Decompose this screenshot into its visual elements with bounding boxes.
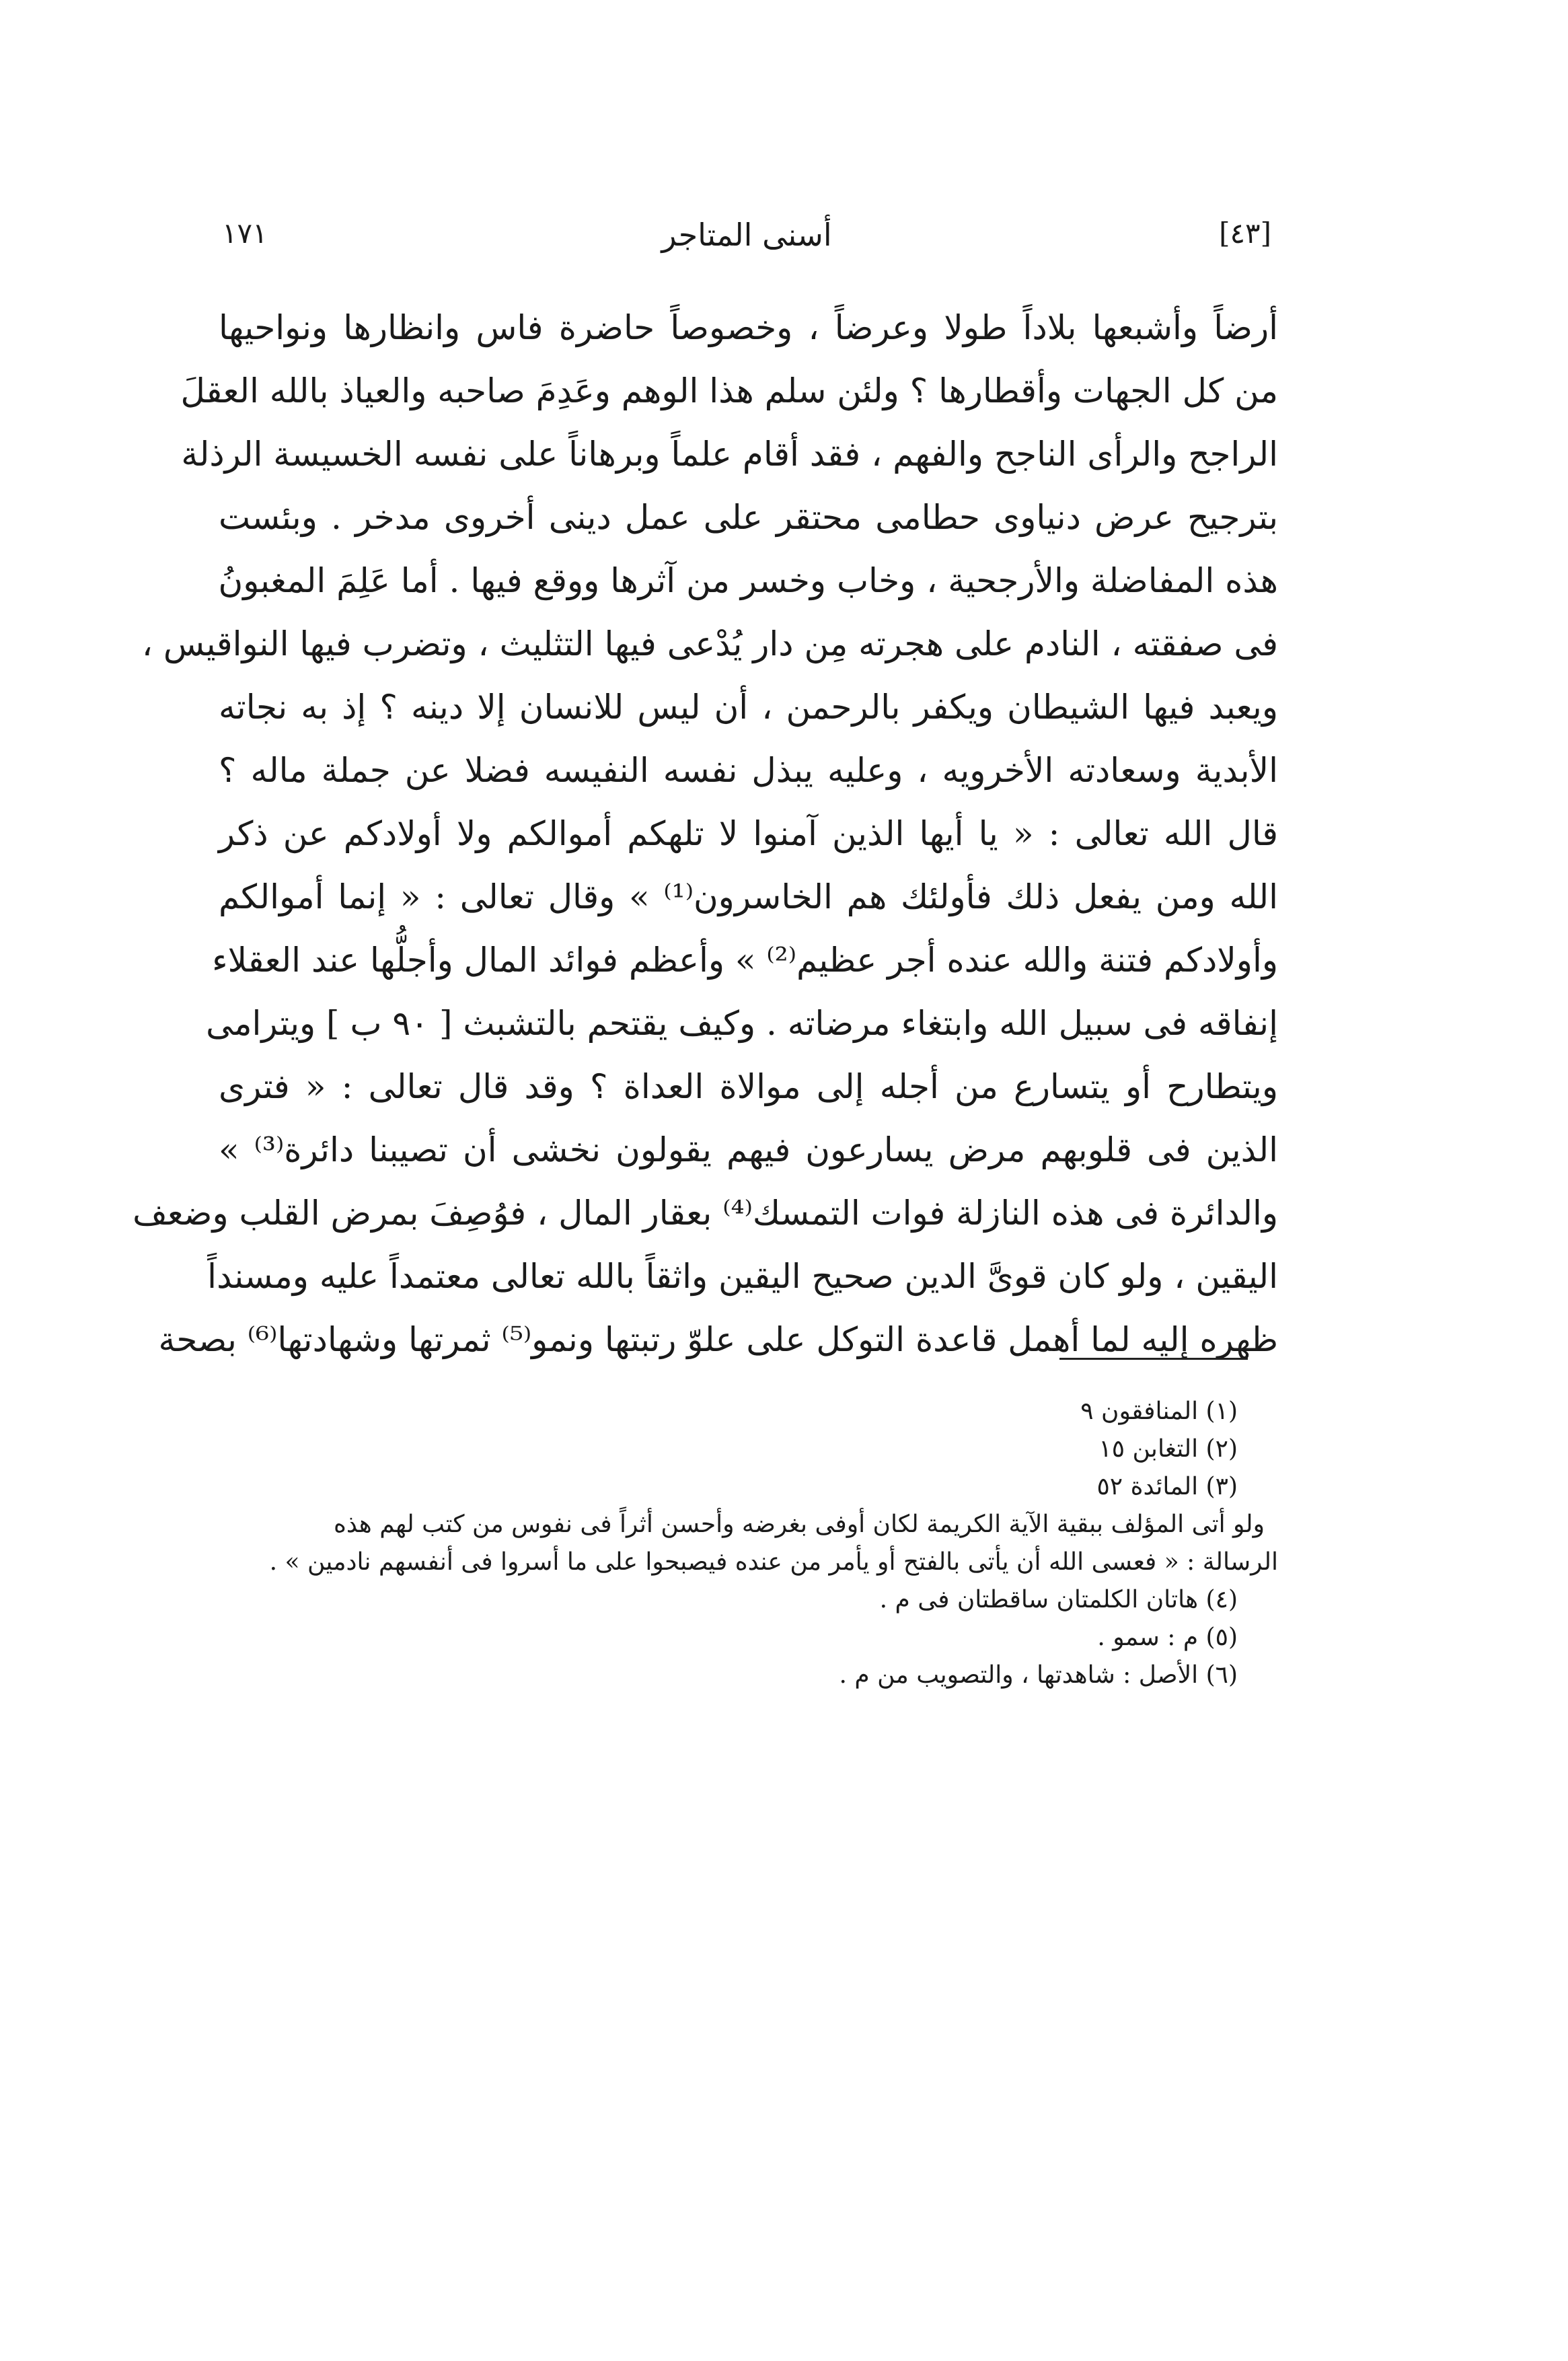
text-line: إنفاقه فى سبيل الله وابتغاء مرضاته . وكيف يقتحم بالتشبث [ ٩٠ ب ] ويترامى <box>206 1004 1278 1043</box>
footnote-4: (٤) هاتان الكلمتان ساقطتان فى م . <box>879 1586 1238 1613</box>
text-line: ويعبد فيها الشيطان ويكفر بالرحمن ، أن ليس للانسان إلا دينه ؟ إذ به نجاته <box>219 688 1278 727</box>
header-title: أسنى المتاجر <box>661 217 832 253</box>
text-line: الله ومن يفعل ذلك فأولئك هم الخاسرون⁽¹⁾ » وقال تعالى : « إنما أموالكم <box>219 877 1278 916</box>
text-line: الراجح والرأى الناجح والفهم ، فقد أقام علماً وبرهاناً على نفسه الخسيسة الرذلة <box>181 435 1278 474</box>
footnote-1: (١) المنافقون ٩ <box>1080 1397 1238 1425</box>
text-line: قال الله تعالى : « يا أيها الذين آمنوا لا تلهكم أموالكم ولا أولادكم عن ذكر <box>219 814 1278 853</box>
footnote-3: (٣) المائدة ٥٢ <box>1096 1473 1238 1500</box>
header-folio-number: [٤٣] <box>1219 217 1271 250</box>
text-line: من كل الجهات وأقطارها ؟ ولئن سلم هذا الوهم وعَدِمَ صاحبه والعياذ بالله العقلَ <box>180 371 1278 410</box>
footnote-2: (٢) التغابن ١٥ <box>1098 1435 1238 1463</box>
text-line: بترجيح عرض دنياوى حطامى محتقر على عمل دينى أخروى مدخر . وبئست <box>219 498 1278 537</box>
text-line: اليقين ، ولو كان قوىَّ الدين صحيح اليقين واثقاً بالله تعالى معتمداً عليه ومسنداً <box>207 1257 1278 1296</box>
text-line: أرضاً وأشبعها بلاداً طولا وعرضاً ، وخصوصاً حاضرة فاس وانظارها ونواحيها <box>219 308 1278 347</box>
footnote-6: (٦) الأصل : شاهدتها ، والتصويب من م . <box>839 1661 1238 1689</box>
text-line: ظهره إليه لما أهمل قاعدة التوكل على علوّ رتبتها ونمو⁽⁵⁾ ثمرتها وشهادتها⁽⁶⁾ بصحة <box>158 1320 1278 1359</box>
running-header <box>222 217 1271 270</box>
page-number: ١٧١ <box>222 217 268 250</box>
main-text <box>133 296 1279 1371</box>
footnotes <box>219 1393 1278 1694</box>
text-line: فى صفقته ، النادم على هجرته مِن دار يُدْعى فيها التثليث ، وتضرب فيها النواقيس ، <box>141 624 1278 663</box>
text-line: والدائرة فى هذه النازلة فوات التمسك⁽⁴⁾ بعقار المال ، فوُصِفَ بمرض القلب وضعف <box>133 1194 1278 1233</box>
text-line: وأولادكم فتنة والله عنده أجر عظيم⁽²⁾ » وأعظم فوائد المال وأجلُّها عند العقلاء <box>212 941 1278 980</box>
text-line: ويتطارح أو يتسارع من أجله إلى موالاة العداة ؟ وقد قال تعالى : « فترى <box>219 1067 1278 1106</box>
footnote-3-comment: ولو أتى المؤلف ببقية الآية الكريمة لكان أوفى بغرضه وأحسن أثراً فى نفوس من كتب لهم هذه <box>334 1511 1265 1538</box>
footnote-5: (٥) م : سمو . <box>1097 1624 1238 1651</box>
footnote-separator <box>1059 1358 1248 1360</box>
text-line: هذه المفاضلة والأرجحية ، وخاب وخسر من آثرها ووقع فيها . أما عَلِمَ المغبونُ <box>218 561 1278 600</box>
text-line: الذين فى قلوبهم مرض يسارعون فيهم يقولون نخشى أن تصيبنا دائرة⁽³⁾ » <box>219 1130 1279 1169</box>
footnote-3-comment-continued: الرسالة : « فعسى الله أن يأتى بالفتح أو يأمر من عنده فيصبحوا على ما أسروا فى أنفسهم نادمين » . <box>269 1548 1278 1576</box>
text-line: الأبدية وسعادته الأخرويه ، وعليه يبذل نفسه النفيسه فضلا عن جملة ماله ؟ <box>219 751 1278 790</box>
